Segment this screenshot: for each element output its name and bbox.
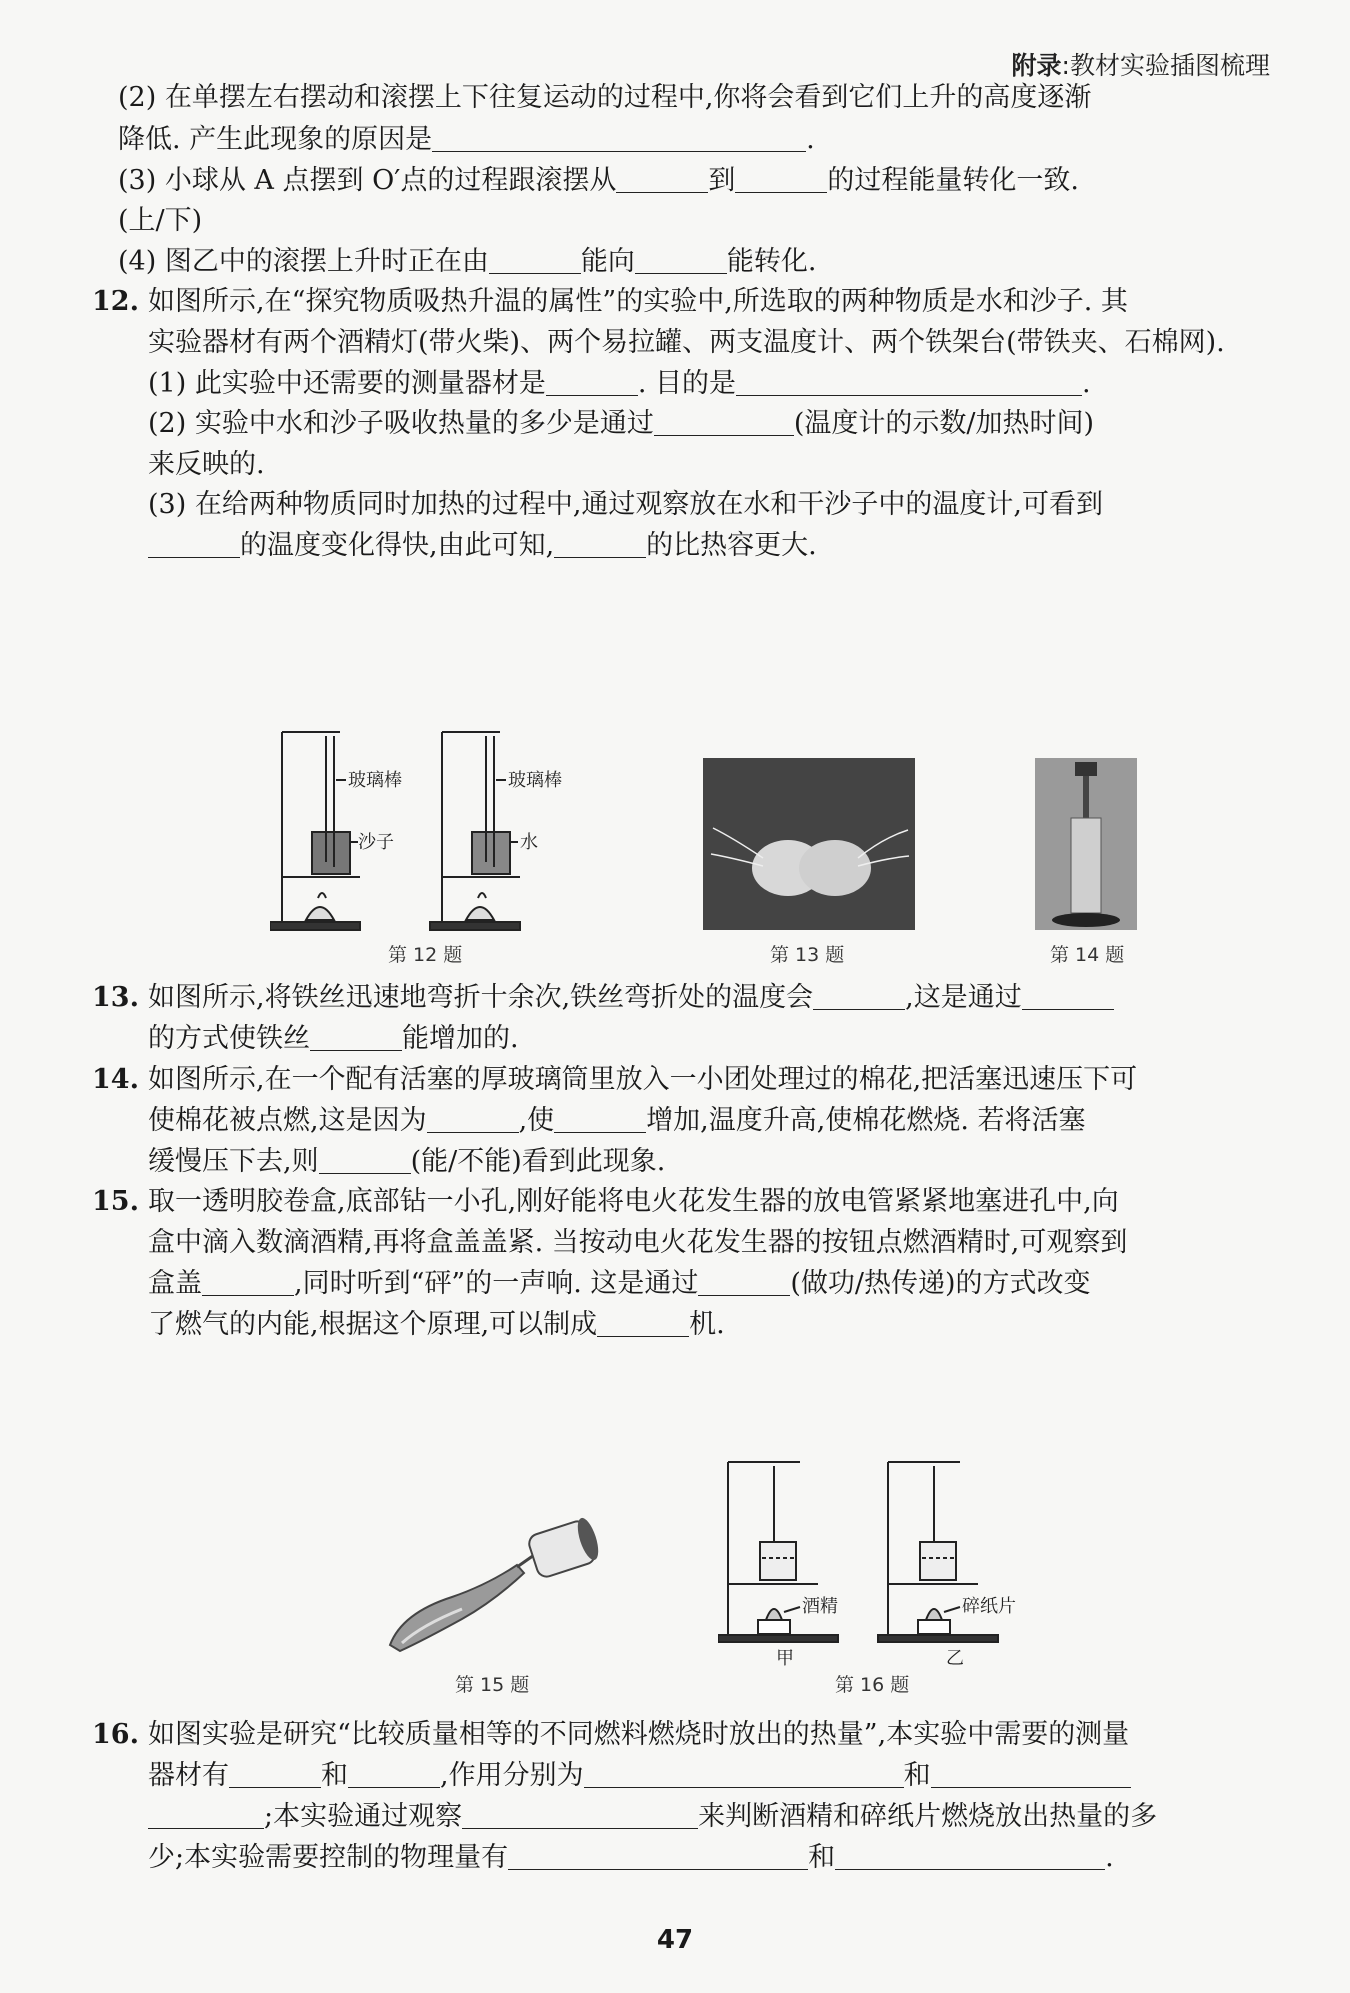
q15-text-c: 盒盖 (148, 1268, 202, 1299)
label-jia: 甲 (776, 1648, 794, 1667)
q15-number: 15. (92, 1186, 139, 1217)
q16-line2 (148, 1758, 1131, 1794)
q11-p4-text: (4) 图乙中的滚摆上升时正在由 (118, 246, 489, 277)
q16-text-d-end: . (1105, 1842, 1114, 1873)
q12-p2-text: (2) 实验中水和沙子吸收热量的多少是通过 (148, 408, 654, 439)
q16-number: 16. (92, 1719, 139, 1750)
q12-intro-line1 (148, 284, 1128, 320)
q11-p4-blank-1[interactable] (489, 245, 581, 274)
q14-text-c-end: (能/不能)看到此现象. (410, 1146, 666, 1177)
q11-p3-blank-to[interactable] (735, 164, 827, 193)
q16-text-he2: 和 (903, 1760, 931, 1791)
label-yi: 乙 (946, 1648, 964, 1667)
q12-p1-mid: . 目的是 (637, 368, 736, 399)
q12-part2 (148, 406, 1094, 442)
q12-intro-line2 (148, 325, 1225, 361)
q15-line4 (148, 1307, 725, 1343)
q12-p3-blank-1[interactable] (148, 529, 240, 558)
figure-12-illustration (270, 722, 570, 942)
q16-blank-3[interactable] (584, 1759, 904, 1788)
figure-13-caption: 第 13 题 (770, 944, 845, 966)
q14-text-a: 如图所示,在一个配有活塞的厚玻璃筒里放入一小团处理过的棉花,把活塞迅速压下可 (148, 1064, 1138, 1095)
q12-p3-blank-2[interactable] (554, 529, 646, 558)
q16-text-d: 少;本实验需要控制的物理量有 (148, 1842, 509, 1873)
q13-line1 (148, 980, 1114, 1016)
label-alcohol: 酒精 (802, 1596, 838, 1617)
q16-text-c-end: 来判断酒精和碎纸片燃烧放出热量的多 (698, 1801, 1158, 1832)
figure-13-photo (703, 758, 915, 930)
q16-text-b: 器材有 (148, 1760, 229, 1791)
q16-text-d-he: 和 (808, 1842, 836, 1873)
header-colon: : (1061, 51, 1070, 80)
q13-text-mid: ,这是通过 (905, 982, 1022, 1013)
q11-p2-text: (2) 在单摆左右摆动和滚摆上下往复运动的过程中,你将会看到它们上升的高度逐渐 (118, 82, 1092, 113)
q12-part2-b (148, 447, 265, 483)
figure-12-caption: 第 12 题 (388, 944, 463, 966)
q13-blank-1[interactable] (813, 981, 905, 1010)
q12-p2-b: 来反映的. (148, 449, 265, 480)
q13-text-end: 能增加的. (402, 1023, 519, 1054)
q15-blank-3[interactable] (597, 1308, 689, 1337)
q11-p4-mid: 能向 (580, 246, 635, 277)
q12-p2-end: (温度计的示数/加热时间) (793, 408, 1094, 439)
q12-p1-blank-1[interactable] (546, 367, 638, 396)
q14-blank-2[interactable] (554, 1104, 646, 1133)
q16-text-b-mid: ,作用分别为 (440, 1760, 584, 1791)
q16-text-a: 如图实验是研究“比较质量相等的不同燃料燃烧时放出的热量”,本实验中需要的测量 (148, 1719, 1130, 1750)
q16-line4 (148, 1840, 1114, 1876)
page-number: 47 (656, 1925, 694, 1955)
q15-text-a: 取一透明胶卷盒,底部钻一小孔,刚好能将电火花发生器的放电管紧紧地塞进孔中,向 (148, 1186, 1119, 1217)
q16-text-he: 和 (321, 1760, 348, 1791)
q16-blank-4[interactable] (931, 1759, 1131, 1788)
q15-blank-1[interactable] (202, 1267, 294, 1296)
q14-text-b: 使棉花被点燃,这是因为 (148, 1105, 427, 1136)
q12-part3 (148, 487, 1103, 523)
q12-part3-b (148, 528, 817, 564)
header-title: 教材实验插图梳理 (1069, 51, 1270, 80)
q15-line1 (148, 1184, 1119, 1220)
figure-15-caption: 第 15 题 (455, 1674, 530, 1696)
label-glass-rod-left: 玻璃棒 (348, 770, 402, 791)
q16-blank-4-cont[interactable] (148, 1800, 264, 1829)
q14-text-b-end: 增加,温度升高,使棉花燃烧. 若将活塞 (646, 1105, 1086, 1136)
page-header (1012, 46, 1270, 82)
q15-text-c-mid: ,同时听到“砰”的一声响. 这是通过 (294, 1268, 699, 1299)
q11-part2-line1 (118, 80, 1091, 116)
q11-p3-options-text: (上/下) (118, 205, 203, 236)
header-prefix: 附录 (1011, 51, 1062, 80)
q12-number: 12. (92, 286, 139, 317)
q14-blank-1[interactable] (427, 1104, 519, 1133)
label-paper-scraps: 碎纸片 (962, 1596, 1016, 1617)
q11-p3-text: (3) 小球从 A 点摆到 O′点的过程跟滚摆从 (118, 165, 617, 196)
q11-p3-to: 到 (708, 165, 736, 196)
q16-blank-2[interactable] (348, 1759, 440, 1788)
q12-intro-a: 如图所示,在“探究物质吸热升温的属性”的实验中,所选取的两种物质是水和沙子. 其 (148, 286, 1128, 317)
figure-14-photo (1035, 758, 1137, 930)
q14-line3 (148, 1144, 665, 1180)
q16-line1 (148, 1717, 1129, 1753)
q13-text-b: 的方式使铁丝 (148, 1023, 310, 1054)
q13-number: 13. (92, 982, 139, 1013)
q11-p2-period: . (806, 124, 815, 155)
q14-line2 (148, 1103, 1086, 1139)
q11-part4 (118, 244, 816, 280)
label-glass-rod-right: 玻璃棒 (508, 770, 562, 791)
figure-15-illustration (382, 1505, 602, 1660)
q12-p2-blank[interactable] (654, 407, 794, 436)
q13-blank-2[interactable] (1022, 981, 1114, 1010)
q16-blank-7[interactable] (835, 1841, 1105, 1870)
q14-line1 (148, 1062, 1137, 1098)
q16-blank-6[interactable] (508, 1841, 808, 1870)
q12-p1-end: . (1082, 368, 1091, 399)
q16-blank-5[interactable] (462, 1800, 698, 1829)
q16-blank-1[interactable] (229, 1759, 321, 1788)
q12-p3-mid: 的温度变化得快,由此可知, (240, 530, 555, 561)
q12-p1-blank-2[interactable] (736, 367, 1082, 396)
label-water: 水 (520, 832, 538, 853)
q15-text-b: 盒中滴入数滴酒精,再将盒盖盖紧. 当按动电火花发生器的按钮点燃酒精时,可观察到 (148, 1227, 1128, 1258)
q14-text-mid: ,使 (518, 1105, 555, 1136)
q15-blank-2[interactable] (698, 1267, 790, 1296)
q16-line3 (148, 1799, 1157, 1835)
q11-part3-options (118, 203, 202, 239)
figure-14-caption: 第 14 题 (1050, 944, 1125, 966)
q13-line2 (148, 1021, 519, 1057)
q15-line3 (148, 1266, 1091, 1302)
q15-text-d: 了燃气的内能,根据这个原理,可以制成 (148, 1309, 598, 1340)
q12-intro-b: 实验器材有两个酒精灯(带火柴)、两个易拉罐、两支温度计、两个铁架台(带铁夹、石棉网). (148, 327, 1225, 358)
q14-text-c: 缓慢压下去,则 (148, 1146, 319, 1177)
q12-p1-text: (1) 此实验中还需要的测量器材是 (148, 368, 546, 399)
q15-text-d-end: 机. (689, 1309, 725, 1340)
q13-blank-3[interactable] (310, 1022, 402, 1051)
q11-p3-blank-from[interactable] (616, 164, 708, 193)
q16-text-c-mid: ;本实验通过观察 (264, 1801, 463, 1832)
q12-p3-text: (3) 在给两种物质同时加热的过程中,通过观察放在水和干沙子中的温度计,可看到 (148, 489, 1103, 520)
q11-p2-text-b: 降低. 产生此现象的原因是 (118, 124, 433, 155)
q11-part3-line1 (118, 163, 1079, 199)
q15-line2 (148, 1225, 1127, 1261)
q11-p4-blank-2[interactable] (635, 245, 727, 274)
q11-part2-line2 (118, 122, 815, 158)
label-sand: 沙子 (358, 832, 394, 853)
q11-p2-blank[interactable] (432, 123, 806, 152)
q11-p4-end: 能转化. (726, 246, 817, 277)
q14-number: 14. (92, 1064, 139, 1095)
figure-16-illustration (718, 1452, 1048, 1667)
q13-text-a: 如图所示,将铁丝迅速地弯折十余次,铁丝弯折处的温度会 (148, 982, 814, 1013)
q14-blank-3[interactable] (319, 1145, 411, 1174)
q11-p3-end: 的过程能量转化一致. (827, 165, 1079, 196)
q12-part1 (148, 366, 1091, 402)
q15-text-c-end: (做功/热传递)的方式改变 (790, 1268, 1091, 1299)
q12-p3-end: 的比热容更大. (646, 530, 817, 561)
figure-16-caption: 第 16 题 (835, 1674, 910, 1696)
